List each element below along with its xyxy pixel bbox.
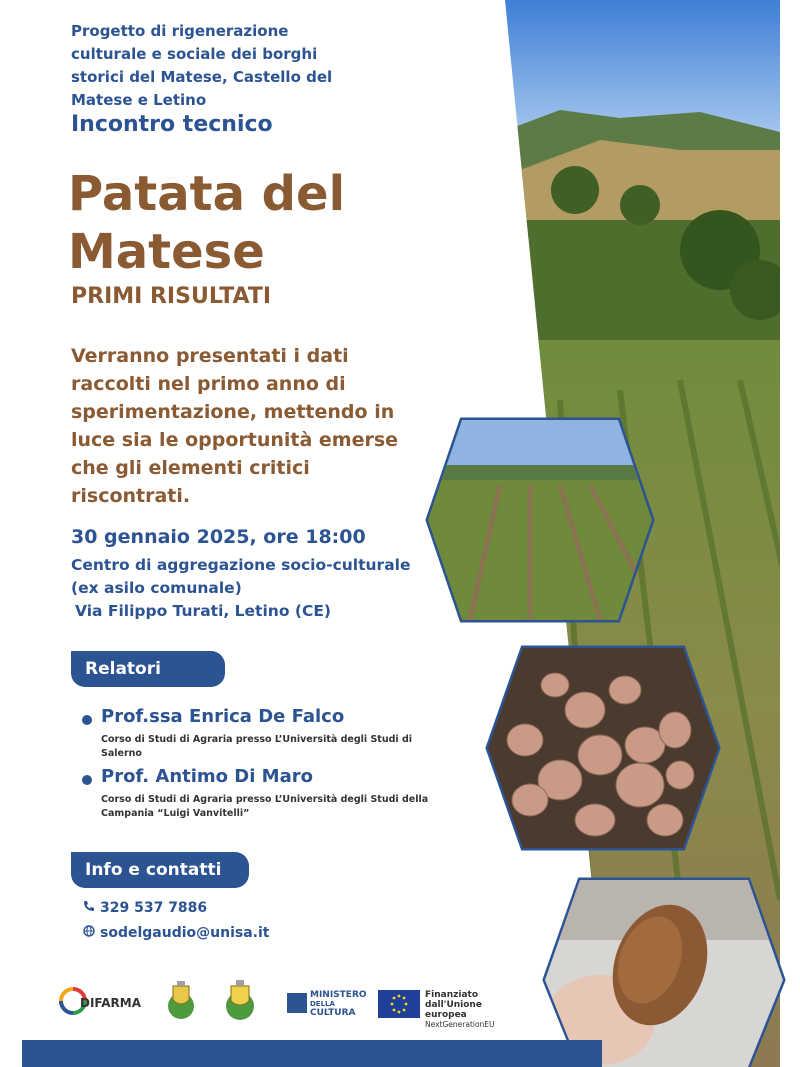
title-subheading: PRIMI RISULTATI (71, 284, 272, 309)
project-line: storici del Matese, Castello del (71, 68, 333, 86)
difarma-text: DIFARMA (80, 996, 142, 1010)
page-title (68, 165, 428, 281)
description-line: riscontrati. (71, 485, 191, 507)
event-date: 30 gennaio 2025, ore 18:00 (71, 526, 366, 548)
phone-icon (82, 900, 96, 916)
description-line: sperimentazione, mettendo in (71, 401, 395, 423)
speaker-name: Prof.ssa Enrica De Falco (101, 706, 345, 727)
phone-contact[interactable] (82, 900, 207, 916)
event-type: Incontro tecnico (71, 112, 273, 137)
eu-text: NextGenerationEU (425, 1020, 495, 1029)
description-line: raccolti nel primo anno di (71, 373, 346, 395)
title-line: Patata del (68, 166, 346, 222)
eu-text: Finanziato (425, 990, 479, 1000)
footer-bar (22, 1040, 602, 1067)
speaker-name: Prof. Antimo Di Maro (101, 766, 313, 787)
letino-crest-icon (165, 980, 197, 1022)
speaker-affiliation: Corso di Studi di Agraria presso L’Università degli Studi della Campania “Luigi Vanvitelli” (101, 794, 429, 819)
project-line: Progetto di rigenerazione (71, 22, 289, 40)
difarma-logo (58, 985, 142, 1019)
ministero-line: CULTURA (310, 1008, 356, 1018)
eu-funding-logo (378, 990, 518, 1029)
bullet-icon (82, 715, 92, 725)
ministero-line: MINISTERO (310, 990, 367, 1000)
speakers-label: Relatori (71, 651, 225, 687)
venue-line: (ex asilo comunale) (71, 579, 242, 597)
speaker-affiliation: Corso di Studi di Agraria presso L’Università degli Studi di Salerno (101, 734, 413, 759)
title-line: Matese (68, 224, 265, 280)
venue-line: Centro di aggregazione socio-culturale (71, 556, 411, 574)
ministero-line: DELLA (310, 1000, 335, 1008)
description-line: Verranno presentati i dati (71, 345, 349, 367)
castello-crest-icon (222, 980, 258, 1022)
project-line: culturale e sociale dei borghi (71, 45, 318, 63)
project-description (71, 20, 371, 112)
description-line: che gli elementi critici (71, 457, 310, 479)
contacts-label: Info e contatti (71, 852, 249, 888)
email-address: sodelgaudio@unisa.it (100, 925, 270, 941)
email-contact[interactable] (82, 925, 269, 941)
event-venue (71, 554, 451, 600)
project-line: Matese e Letino (71, 91, 207, 109)
eu-flag-icon (378, 990, 420, 1018)
eu-text: dall'Unione europea (425, 1000, 482, 1020)
event-description (71, 342, 421, 510)
bullet-icon (82, 775, 92, 785)
phone-number: 329 537 7886 (100, 900, 208, 916)
ministero-cultura-logo (287, 991, 367, 1017)
event-address: Via Filippo Turati, Letino (CE) (75, 602, 331, 620)
globe-icon (82, 925, 96, 941)
description-line: luce sia le opportunità emerse (71, 429, 399, 451)
